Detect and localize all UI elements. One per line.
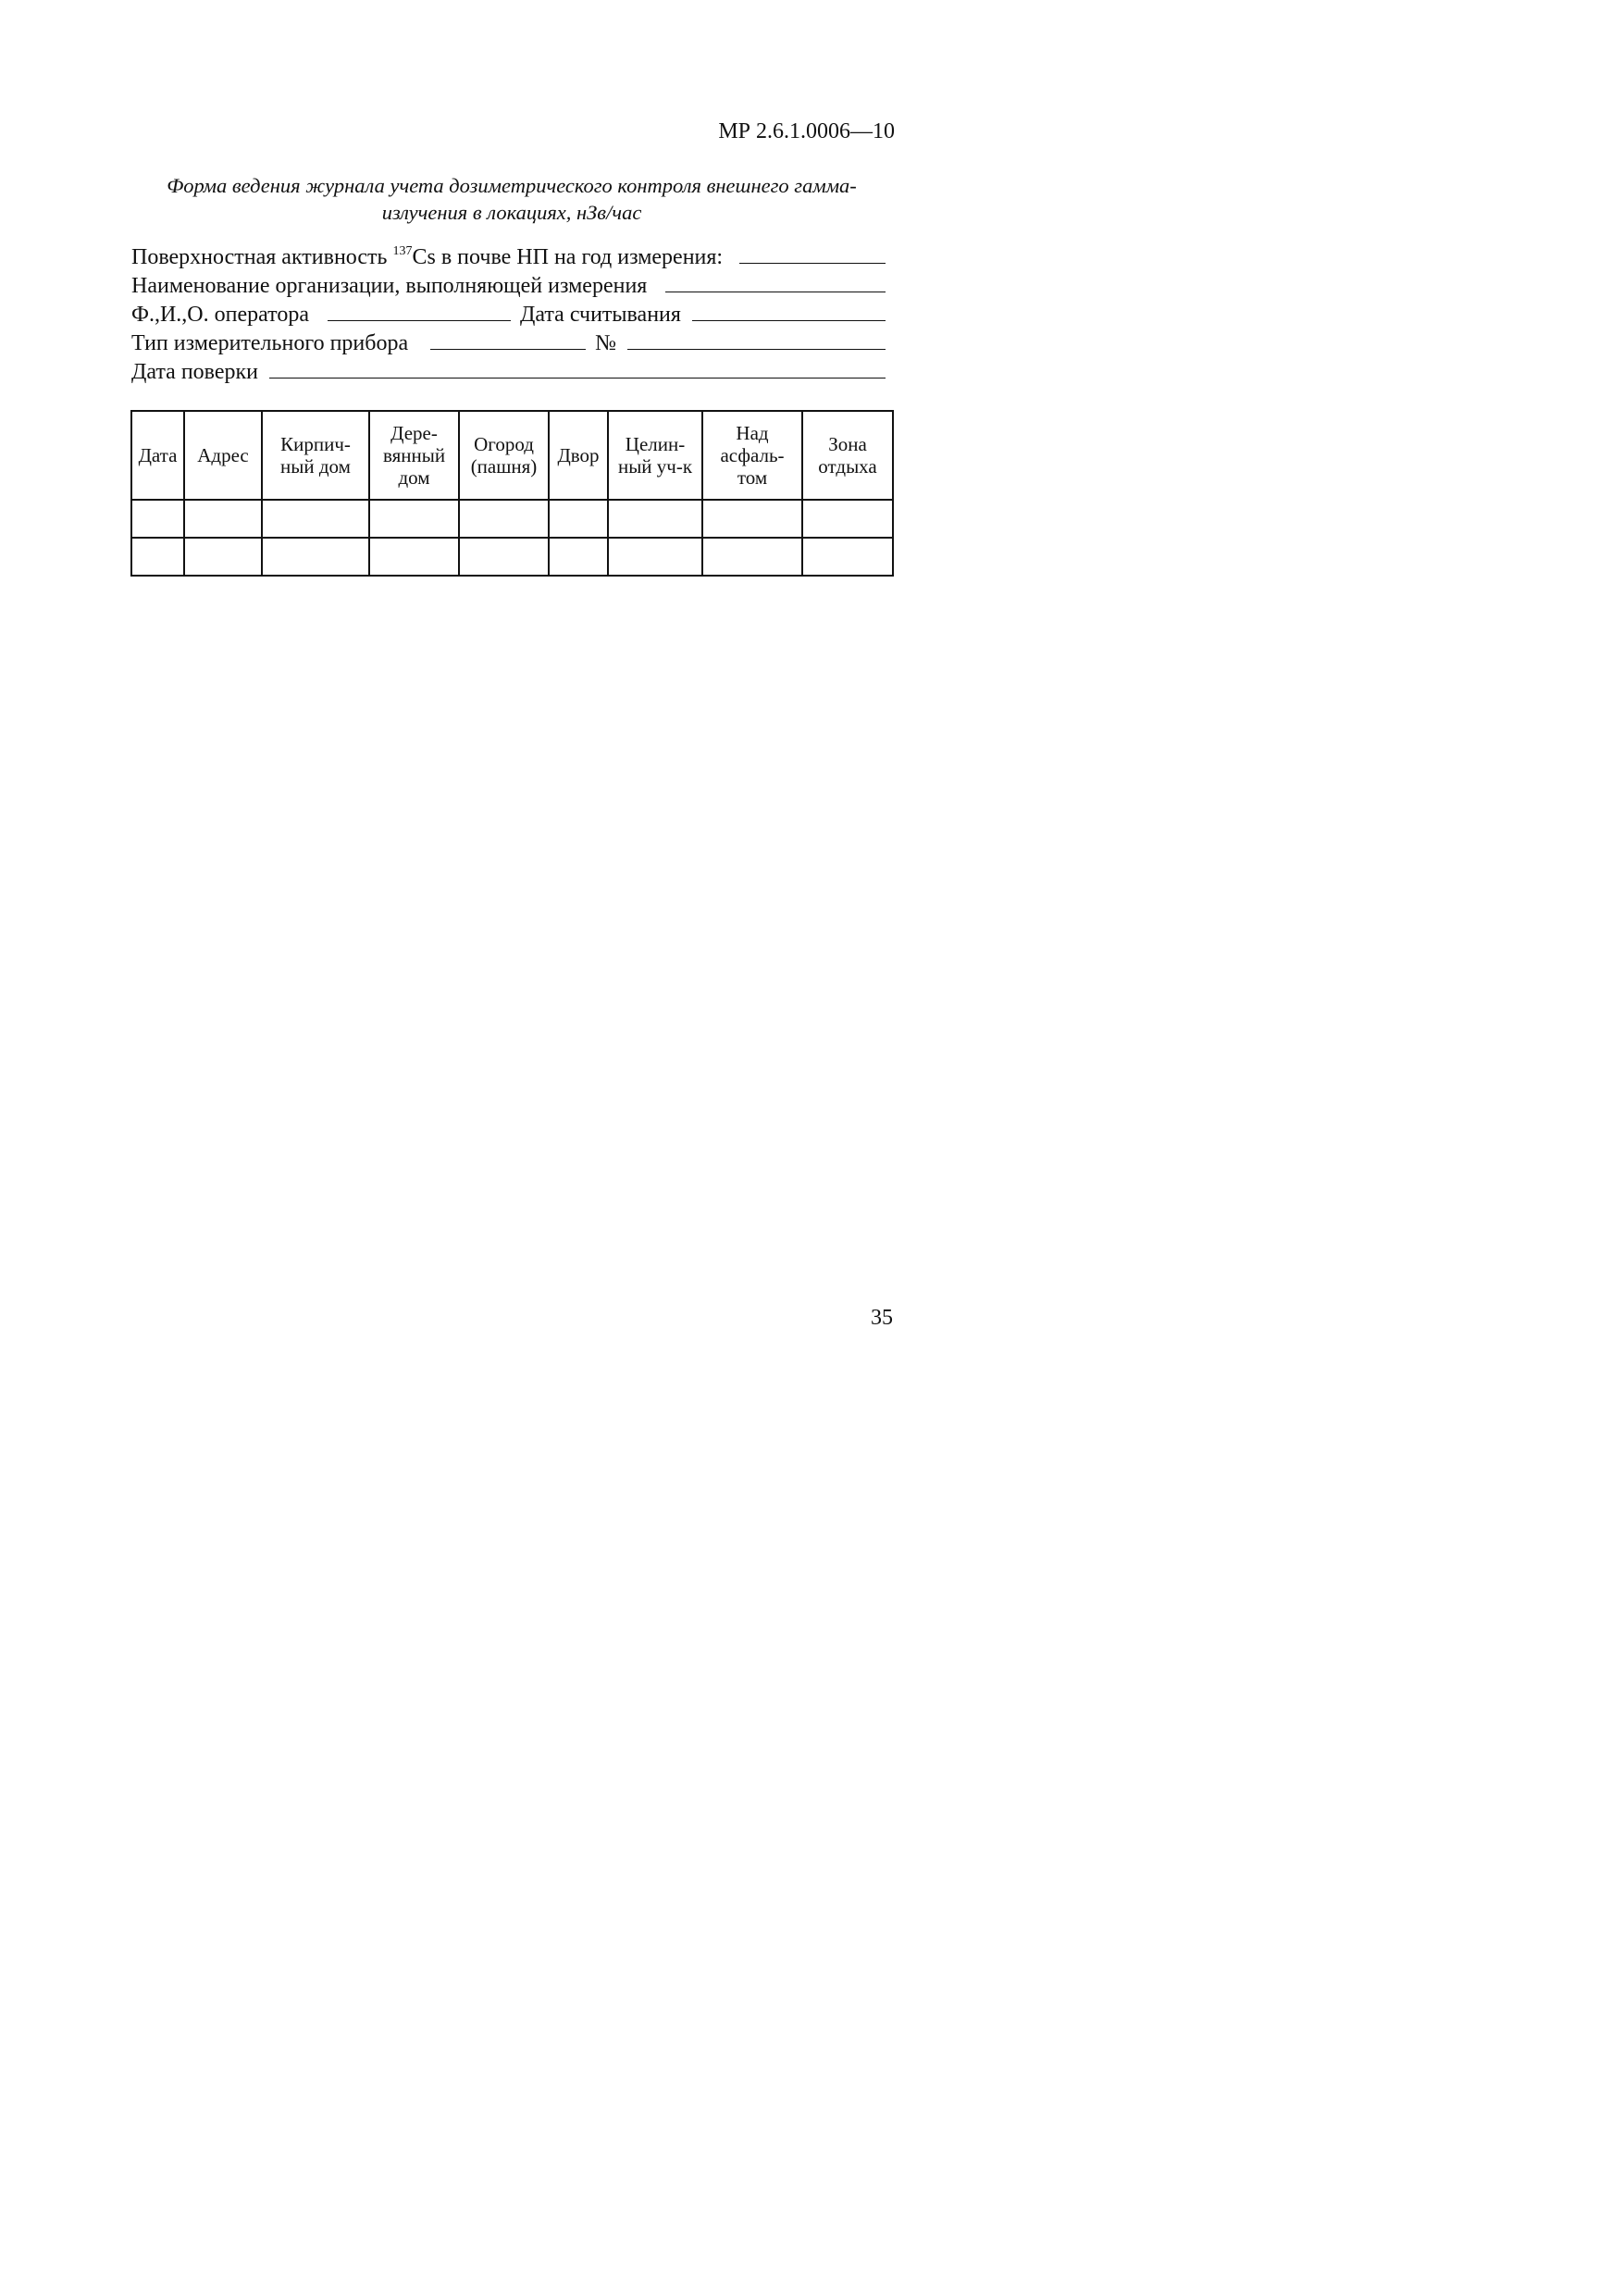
read-date-input-line[interactable] [692,300,886,321]
operator-label: Ф.,И.,О. оператора [131,303,309,327]
col-header-brick-house: Кирпич- ный дом [262,411,369,500]
form-fields [131,242,886,386]
device-type-label: Тип измерительного прибора [131,331,409,355]
organization-input-line[interactable] [665,271,886,292]
table-cell[interactable] [608,538,702,576]
col-header-yard: Двор [549,411,608,500]
table-cell[interactable] [608,500,702,538]
operator-input-line[interactable] [328,300,511,321]
table-row [131,538,893,576]
col-header-address: Адрес [184,411,262,500]
organization-label: Наименование организации, выполняющей измерения [131,274,648,298]
table-cell[interactable] [802,538,893,576]
table-cell[interactable] [549,538,608,576]
page-number: 35 [871,1306,893,1330]
table-header-row [131,411,893,500]
document-code: МР 2.6.1.0006—10 [718,119,895,143]
table-cell[interactable] [459,500,549,538]
device-number-input-line[interactable] [627,329,886,350]
activity-input-line[interactable] [739,242,886,264]
form-title: Форма ведения журнала учета дозиметрического контроля внешнего гамма-излучения в локациях, нЗв/час [167,174,857,224]
activity-label: Поверхностная активность [131,245,388,269]
table-cell[interactable] [262,500,369,538]
table-cell[interactable] [802,500,893,538]
device-number-label: № [595,331,617,355]
table-cell[interactable] [702,538,802,576]
table-cell[interactable] [184,538,262,576]
table-cell[interactable] [459,538,549,576]
table-cell[interactable] [184,500,262,538]
isotope-mass-number: 137 [392,244,413,258]
activity-label-suffix: Cs в почве НП на год измерения: [412,245,724,269]
col-header-virgin-land: Целин- ный уч-к [608,411,702,500]
field-row-operator [131,300,886,329]
journal-table [130,410,894,577]
table-cell[interactable] [131,500,184,538]
col-header-date: Дата [131,411,184,500]
table-cell[interactable] [262,538,369,576]
table-row [131,500,893,538]
device-type-input-line[interactable] [430,329,586,350]
table-cell[interactable] [131,538,184,576]
field-row-organization [131,271,886,300]
field-row-activity [131,242,886,271]
calibration-date-label: Дата поверки [131,360,259,384]
read-date-label: Дата считывания [519,303,681,327]
table-cell[interactable] [549,500,608,538]
col-header-over-asphalt: Над асфаль- том [702,411,802,500]
table-cell[interactable] [369,500,459,538]
col-header-wooden-house: Дере- вянный дом [369,411,459,500]
table-cell[interactable] [702,500,802,538]
table-cell[interactable] [369,538,459,576]
calibration-date-input-line[interactable] [269,357,886,379]
col-header-recreation-zone: Зона отдыха [802,411,893,500]
field-row-device [131,329,886,357]
col-header-garden: Огород (пашня) [459,411,549,500]
field-row-calibration [131,357,886,386]
